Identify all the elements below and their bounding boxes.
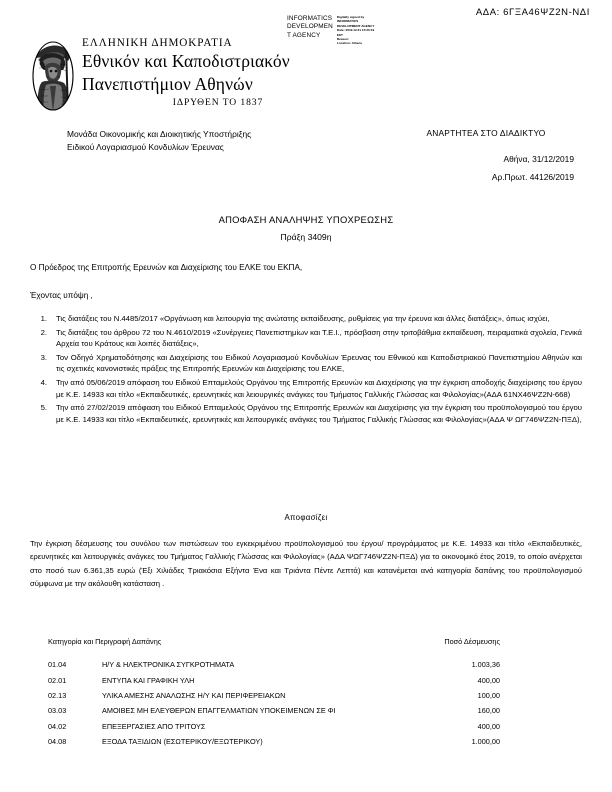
university-text-block (82, 36, 360, 96)
cell-description: ΑΜΟΙΒΕΣ ΜΗ ΕΛΕΥΘΕΡΩΝ ΕΠΑΓΓΕΛΜΑΤΙΩΝ ΥΠΟΚΕΙΜΕΝΩΝ ΣΕ ΦΙ (102, 706, 336, 716)
table-row (48, 688, 500, 703)
cell-code: 02.01 (48, 675, 67, 685)
list-item (30, 402, 582, 425)
signature-agency-line-3: T AGENCY (287, 31, 321, 39)
signature-agency-line-1: INFORMATICS (287, 15, 333, 22)
considerations-list (30, 313, 582, 427)
table-row (48, 657, 500, 672)
cell-amount: 1.003,36 (471, 660, 500, 670)
list-item-number: 1. (40, 314, 47, 323)
cell-description: Η/Υ & ΗΛΕΚΤΡΟΝΙΚΑ ΣΥΓΚΡΟΤΗΜΑΤΑ (102, 660, 235, 670)
table-row (48, 703, 500, 718)
table-header-row (48, 637, 500, 657)
right-header-block (380, 128, 592, 182)
page-subtitle: Πράξη 3409η (280, 232, 332, 242)
signature-detail-line-7: Location: Athens (336, 41, 363, 46)
unit-subtitle (67, 128, 251, 153)
cell-description: ΥΛΙΚΑ ΑΜΕΣΗΣ ΑΝΑΛΩΣΗΣ Η/Υ ΚΑΙ ΠΕΡΙΦΕΡΕΙΑΚΩΝ (102, 690, 286, 700)
cell-amount: 400,00 (477, 721, 500, 731)
signature-detail-line-3: DEVELOPMENT AGENCY (336, 23, 375, 28)
cell-amount: 400,00 (477, 675, 500, 685)
intro-line-2: Έχοντας υπόψη , (30, 291, 93, 300)
unit-line-2: Ειδικού Λογαριασμού Κονδυλίων Έρευνας (67, 141, 224, 152)
place-and-date: Αθήνα, 31/12/2019 (503, 154, 574, 164)
university-name-line-2: Πανεπιστήμιον Αθηνών (82, 74, 253, 94)
list-item-text: Τις διατάξεις του Ν.4485/2017 «Οργάνωση και λειτουργία της ανώτατης εκπαίδευσης, ρυθμίσεις για την έρευνα και άλλες διατάξεις», όπως ισχύει, (56, 314, 550, 323)
intro-line-1: Ο Πρόεδρος της Επιτροπής Ερευνών και Διαχείρισης του ΕΛΚΕ του ΕΚΠΑ, (30, 263, 303, 272)
table-row (48, 734, 500, 749)
signature-detail-line-1: Digitally signed by (336, 15, 365, 19)
cell-amount: 160,00 (477, 706, 500, 716)
list-item (30, 352, 582, 375)
republic-title: ΕΛΛΗΝΙΚΗ ΔΗΜΟΚΡΑΤΙΑ (82, 37, 233, 49)
protocol-number: Αρ.Πρωτ. 44126/2019 (491, 172, 574, 182)
cell-code: 04.02 (48, 721, 67, 731)
page-title: ΑΠΟΦΑΣΗ ΑΝΑΛΗΨΗΣ ΥΠΟΧΡΕΩΣΗΣ (218, 214, 394, 225)
cell-code: 04.08 (48, 737, 67, 747)
university-header (30, 36, 360, 108)
table-row (48, 719, 500, 734)
unit-line-1: Μονάδα Οικονομικής και Διοικητικής Υποστήριξης (67, 129, 252, 139)
cell-description: ΕΞΟΔΑ ΤΑΞΙΔΙΩΝ (ΕΣΩΤΕΡΙΚΟΥ/ΕΞΩΤΕΡΙΚΟΥ) (102, 737, 263, 747)
list-item-text: Την από 05/06/2019 απόφαση του Ειδικού Επταμελούς Οργάνου της Επιτροπής Ερευνών και Διαχείρισης για την έγκριση αποδοχής διαχείρισης του έργου με Κ.Ε. 14933 και τίτλο «Εκπαιδευτικές, ερευνητικές και λειουργικές ανάγκες του Τμήματος Γαλλικής Γλώσσας και Φιλολογίας»(ΑΔΑ 61ΝΧ46ΨΖ2Ν-668) (56, 377, 582, 399)
signature-detail-line-6: Reason: (336, 37, 350, 42)
list-item (30, 327, 582, 350)
university-name-line-1: Εθνικόν και Καποδιστριακόν (82, 51, 290, 71)
list-item-number: 2. (40, 327, 47, 337)
publication-notice: ΑΝΑΡΤΗΤΕΑ ΣΤΟ ΔΙΑΔΙΚΤΥΟ (426, 128, 546, 138)
table-row (48, 672, 500, 687)
list-item-text: Τις διατάξεις του άρθρου 72 του Ν.4610/2019 «Συνέργειες Πανεπιστημίων και Τ.Ε.Ι., πρόσβαση στην τριτοβάθμια εκπαίδευση, πειραματικά σχολεία, Γενικά Αρχεία του Κράτους και λοιπές διατάξεις», (56, 327, 582, 349)
list-item-text: Τον Οδηγό Χρηματοδότησης και Διαχείρισης του Ειδικού Λογαριασμού Κονδυλίων Έρευνας του Εθνικού και Καποδιστριακού Πανεπιστημίου Αθηνών και τις σχετικές κανονιστικές πράξεις της Επιτροπής Ερευνών και Διαχείρισης του ΕΛΚΕ, (56, 352, 582, 374)
cell-code: 02.13 (48, 690, 67, 700)
signature-detail-line-5: EET (336, 32, 343, 37)
cell-amount: 100,00 (477, 690, 500, 700)
athena-seal-icon (30, 40, 76, 112)
decision-body: Την έγκριση δέσμευσης του συνόλου των πιστώσεων του εγκεκριμένου προϋπολογισμού του έργου/ προγράμματος με Κ.Ε. 14933 και τίτλο «Εκπαιδευτικές, ερευνητικές και λειτουργικές ανάγκες του Τμήματος Γαλλικής Γλώσσας και Φιλολογίας» (ΑΔΑ ΨΩΓ746ΨΖ2Ν-ΠΞΔ) για το οικονομικό έτος 2019, το οποίο ανέρχεται στο ποσό των 6.361,35 ευρώ (Έξι Χιλιάδες Τριακόσια Εξήντα Ένα και Τριάντα Πέντε Λεπτά) και κατανέμεται ανά κατηγορία δαπάνης του προϋπολογισμού σύμφωνα με την ακόλουθη κατάσταση . (30, 539, 582, 588)
decision-heading: Αποφασίζει (284, 513, 328, 522)
list-item-number: 5. (40, 403, 47, 413)
list-item-text: Την από 27/02/2019 απόφαση του Ειδικού Επταμελούς Οργάνου της Επιτροπής Ερευνών και Διαχείρισης για την έγκριση του προϋπολογισμού του έργου με Κ.Ε. 14933 και τίτλο «Εκπαιδευτικές, ερευνητικές και λειτουργικές ανάγκες του Τμήματος Γαλλικής Γλώσσας και Φιλολογίας»(ΑΔΑ Ψ ΩΓ746ΨΖ2Ν-ΠΞΔ), (56, 403, 582, 424)
signature-agency-line-2: DEVELOPMEN (287, 23, 333, 31)
cell-code: 01.04 (48, 660, 67, 670)
signature-detail-line-4: Date: 2019.12.31 15:20:19 (336, 28, 375, 33)
list-item (30, 313, 582, 325)
list-item-number: 4. (40, 377, 47, 387)
cell-description: ΕΝΤΥΠΑ ΚΑΙ ΓΡΑΦΙΚΗ ΥΛΗ (102, 675, 195, 685)
expense-table (48, 637, 500, 749)
column-header-amount: Ποσό Δέσμευσης (444, 637, 500, 646)
cell-amount: 1.000,00 (471, 737, 500, 747)
list-item (30, 377, 582, 400)
column-header-category: Κατηγορία και Περιγραφή Δαπάνης (48, 637, 162, 646)
cell-code: 03.03 (48, 706, 67, 716)
signature-detail-line-2: INFORMATICS (336, 19, 359, 24)
list-item-number: 3. (40, 352, 47, 362)
cell-description: ΕΠΕΞΕΡΓΑΣΙΕΣ ΑΠΟ ΤΡΙΤΟΥΣ (102, 721, 206, 731)
university-founded-year: ΙΔΡΥΘΕΝ ΤΟ 1837 (172, 97, 264, 108)
ada-code: ΑΔΑ: 6ΓΞΑ46ΨΖ2Ν-ΝΔΙ (475, 7, 590, 18)
